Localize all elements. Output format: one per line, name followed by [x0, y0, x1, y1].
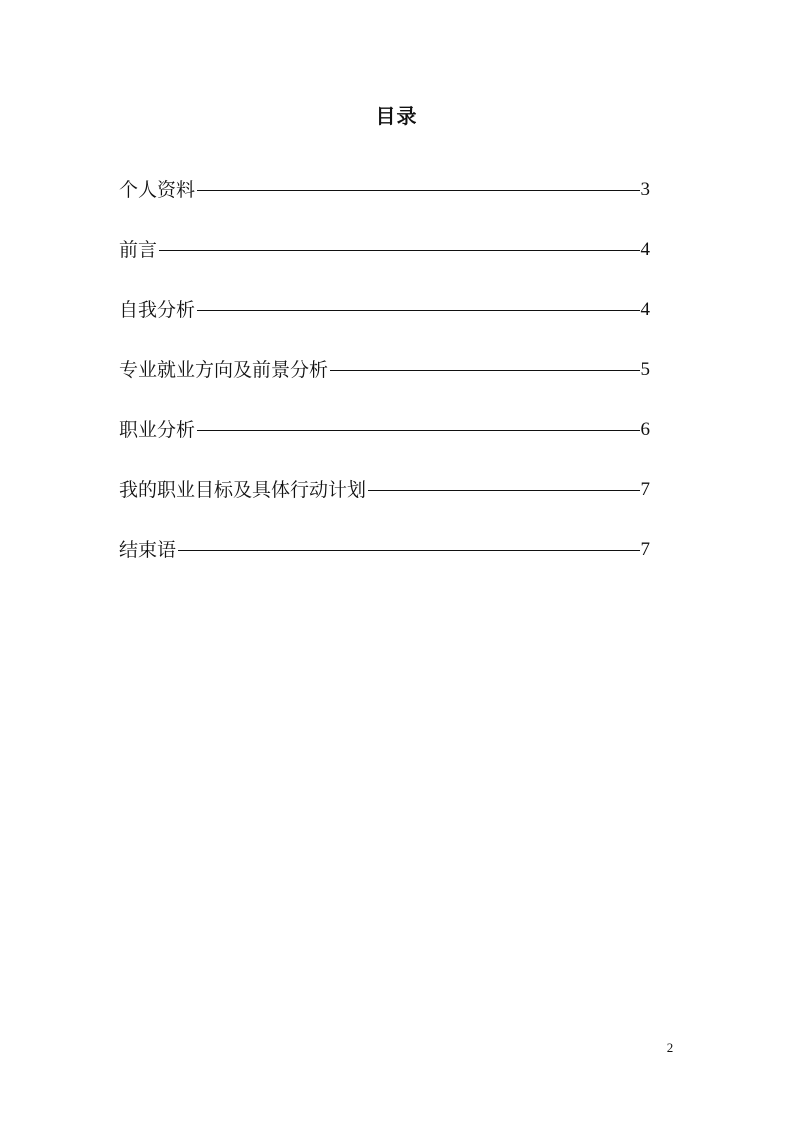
- toc-leader-line: [330, 370, 639, 371]
- toc-leader-line: [368, 490, 639, 491]
- toc-entry-label: 我的职业目标及具体行动计划: [119, 479, 367, 501]
- toc-entry-page: 4: [640, 299, 650, 320]
- toc-entry-page: 7: [640, 539, 650, 560]
- toc-entry-page: 3: [640, 179, 650, 200]
- page-title: 目录: [375, 104, 418, 128]
- table-of-contents: [119, 160, 650, 580]
- toc-entry-label: 职业分析: [119, 419, 196, 441]
- toc-entry[interactable]: [119, 520, 650, 580]
- toc-entry-label: 专业就业方向及前景分析: [119, 359, 329, 381]
- toc-entry-page: 4: [640, 239, 650, 260]
- toc-leader-line: [159, 250, 639, 251]
- toc-leader-line: [197, 310, 639, 311]
- page-number: 2: [666, 1040, 674, 1055]
- toc-entry-page: 6: [640, 419, 650, 440]
- toc-entry[interactable]: [119, 340, 650, 400]
- toc-entry-label: 前言: [119, 239, 158, 261]
- toc-entry[interactable]: [119, 400, 650, 460]
- toc-entry-label: 结束语: [119, 539, 177, 561]
- toc-leader-line: [178, 550, 639, 551]
- toc-entry[interactable]: [119, 160, 650, 220]
- toc-entry-label: 个人资料: [119, 179, 196, 201]
- toc-entry-label: 自我分析: [119, 299, 196, 321]
- toc-leader-line: [197, 430, 639, 431]
- toc-entry-page: 7: [640, 479, 650, 500]
- toc-entry[interactable]: [119, 460, 650, 520]
- toc-entry-page: 5: [640, 359, 650, 380]
- toc-entry[interactable]: [119, 220, 650, 280]
- toc-leader-line: [197, 190, 639, 191]
- toc-entry[interactable]: [119, 280, 650, 340]
